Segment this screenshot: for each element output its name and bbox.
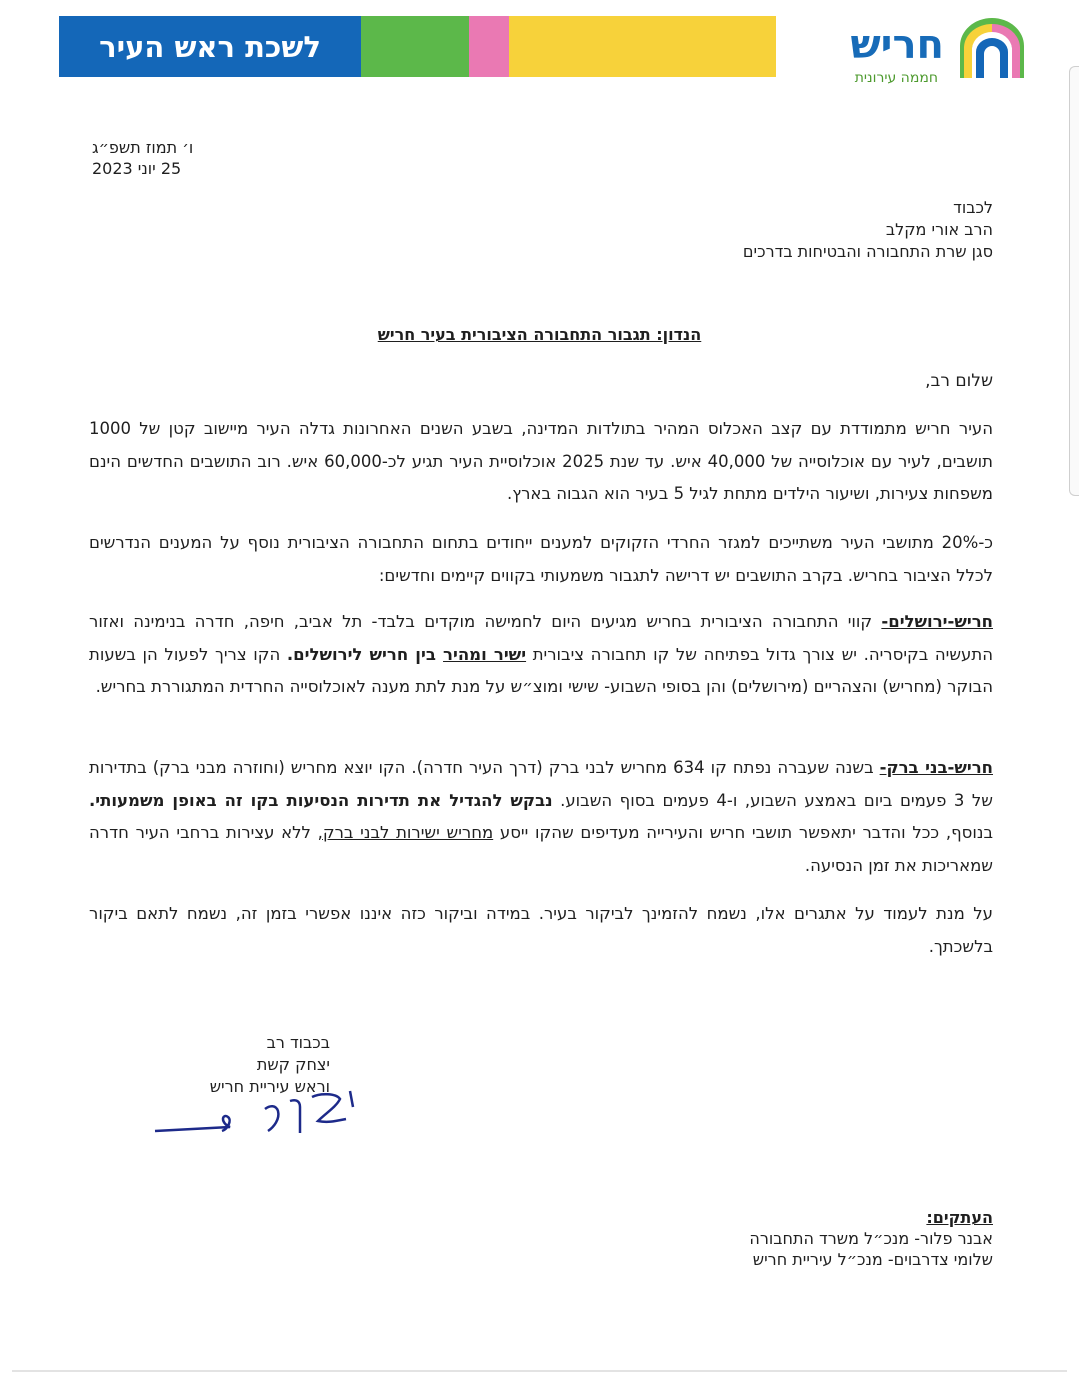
logo-arch-icon: [954, 16, 1030, 82]
handwritten-signature: [150, 1083, 365, 1143]
paragraph-invitation: על מנת לעמוד על אתגרים אלו, נשמח להזמינך לביקור בעיר. במידה וביקור כזה איננו אפשרי בזמן זה, נשמח לתאם ביקור בלשכתך.: [89, 904, 993, 956]
copies-block: [593, 1207, 993, 1270]
paragraph-harish-bnei-brak: [89, 752, 993, 882]
signer-name: יצחק קשת: [256, 1055, 330, 1074]
scrollbar[interactable]: [1069, 66, 1079, 496]
divider: [12, 1370, 1067, 1372]
addressee-line: לכבוד: [953, 198, 993, 217]
paragraph-harish-jerusalem: [89, 606, 993, 704]
banner-green-stripe: [361, 16, 469, 77]
emphasis-text: בין חריש לירושלים.: [286, 644, 444, 664]
subject-line: הנדון: תגבור התחבורה הציבורית בעיר חריש: [377, 325, 702, 344]
logo-text: חריש: [850, 22, 944, 68]
paragraph-text: הקו צריך לפעול הן בשעות הבוקר (מחריש) והצהריים (מירושלים) והן בסופי השבוע- שישי ומוצ״ש על מנת לתת מענה לאוכלוסייה החרדית המתגוררת בחריש.: [89, 644, 993, 696]
paragraph-haredi: כ-20% מתושבי העיר משתייכים למגזר החרדי הזקוקים למענים ייחודים בתחום התחבורה הציבורית נוסף על המענים הנדרשים לכלל הציבור בחריש. בקרב התושבים יש דרישה לתגבור משמעותי בקווים קיימים וחדשים:: [89, 533, 993, 585]
banner-pink-stripe: [469, 16, 509, 77]
section-label-jerusalem: חריש-ירושלים-: [881, 612, 993, 631]
emphasis-direct-fast: ישיר ומהיר: [443, 644, 527, 664]
harish-logo: [805, 14, 1030, 84]
greeting: שלום רב,: [925, 371, 993, 391]
logo-subtitle: חממה עירונית: [854, 70, 938, 86]
paragraph-intro: העיר חריש מתמודדת עם קצב האכלוס המהיר בתולדות המדינה, בשבע השנים האחרונות גדלה העיר מיישוב קטן של 1000 תושבים, לעיר עם אוכלוסייה של 40,000 איש. עד שנת 2025 אוכלוסיית העיר תגיע לכ-60,000 איש. רוב התושבים החדשים הינם משפחות צעירות, ושיעור הילדים מתחת לגיל 5 בעיר הוא הגבוה בארץ.: [89, 419, 993, 503]
signer-title: וראש עיריית חריש: [209, 1077, 330, 1096]
section-label-bnei-brak: חריש-בני ברק-: [879, 758, 993, 777]
copy-recipient: שלומי צדרבוים- מנכ״ל עיריית חריש: [752, 1250, 993, 1269]
underlined-direct-route: מחריש ישירות לבני ברק,: [317, 823, 494, 842]
addressee-block: [393, 197, 993, 263]
paragraph-text: ללא עצירות ברחבי העיר חדרה שמאריכות את זמן הנסיעה.: [89, 823, 993, 875]
closing-regards: בכבוד רב: [266, 1033, 330, 1052]
paragraph-text: קווי התחבורה הציבורית בחריש מגיעים היום לחמישה מוקדים בלבד- תל אביב, חיפה, חדרה בנימינה ואזור התעשיה בקיסריה. יש צורך גדול בפתיחה של קו תחבורה ציבורית: [89, 612, 994, 664]
addressee-name: הרב אורי מקלב: [885, 220, 993, 239]
gregorian-date: 25 יוני 2023: [92, 159, 182, 178]
addressee-title: סגן שרת התחבורה והבטיחות בדרכים: [742, 242, 993, 261]
copies-heading: העתקים:: [926, 1208, 993, 1227]
banner-yellow-stripe: [509, 16, 776, 77]
paragraph-text: בנוסף, ככל והדבר יתאפשר תושבי חריש והעירייה מעדיפים שהקו ייסע: [493, 823, 994, 842]
copy-recipient: אבנר פלור- מנכ״ל משרד התחבורה: [749, 1229, 993, 1248]
header-banner: [59, 16, 776, 77]
emphasis-request: נבקש להגדיל את תדירות הנסיעות בקו זה באופן משמעותי.: [89, 790, 553, 810]
hebrew-date: ו׳ תמוז תשפ״ג: [92, 138, 194, 157]
date-block: [92, 137, 193, 179]
banner-title: לשכת ראש העיר: [59, 16, 361, 77]
paragraph-text: בשנה שעברה נפתח קו 634 מחריש לבני ברק (דרך העיר חדרה). הקו יוצא מחריש (וחוזרה מבני ברק) בתדירות של 3 פעמים ביום באמצע השבוע, ו-4 פעמים בסוף השבוע.: [89, 758, 993, 810]
